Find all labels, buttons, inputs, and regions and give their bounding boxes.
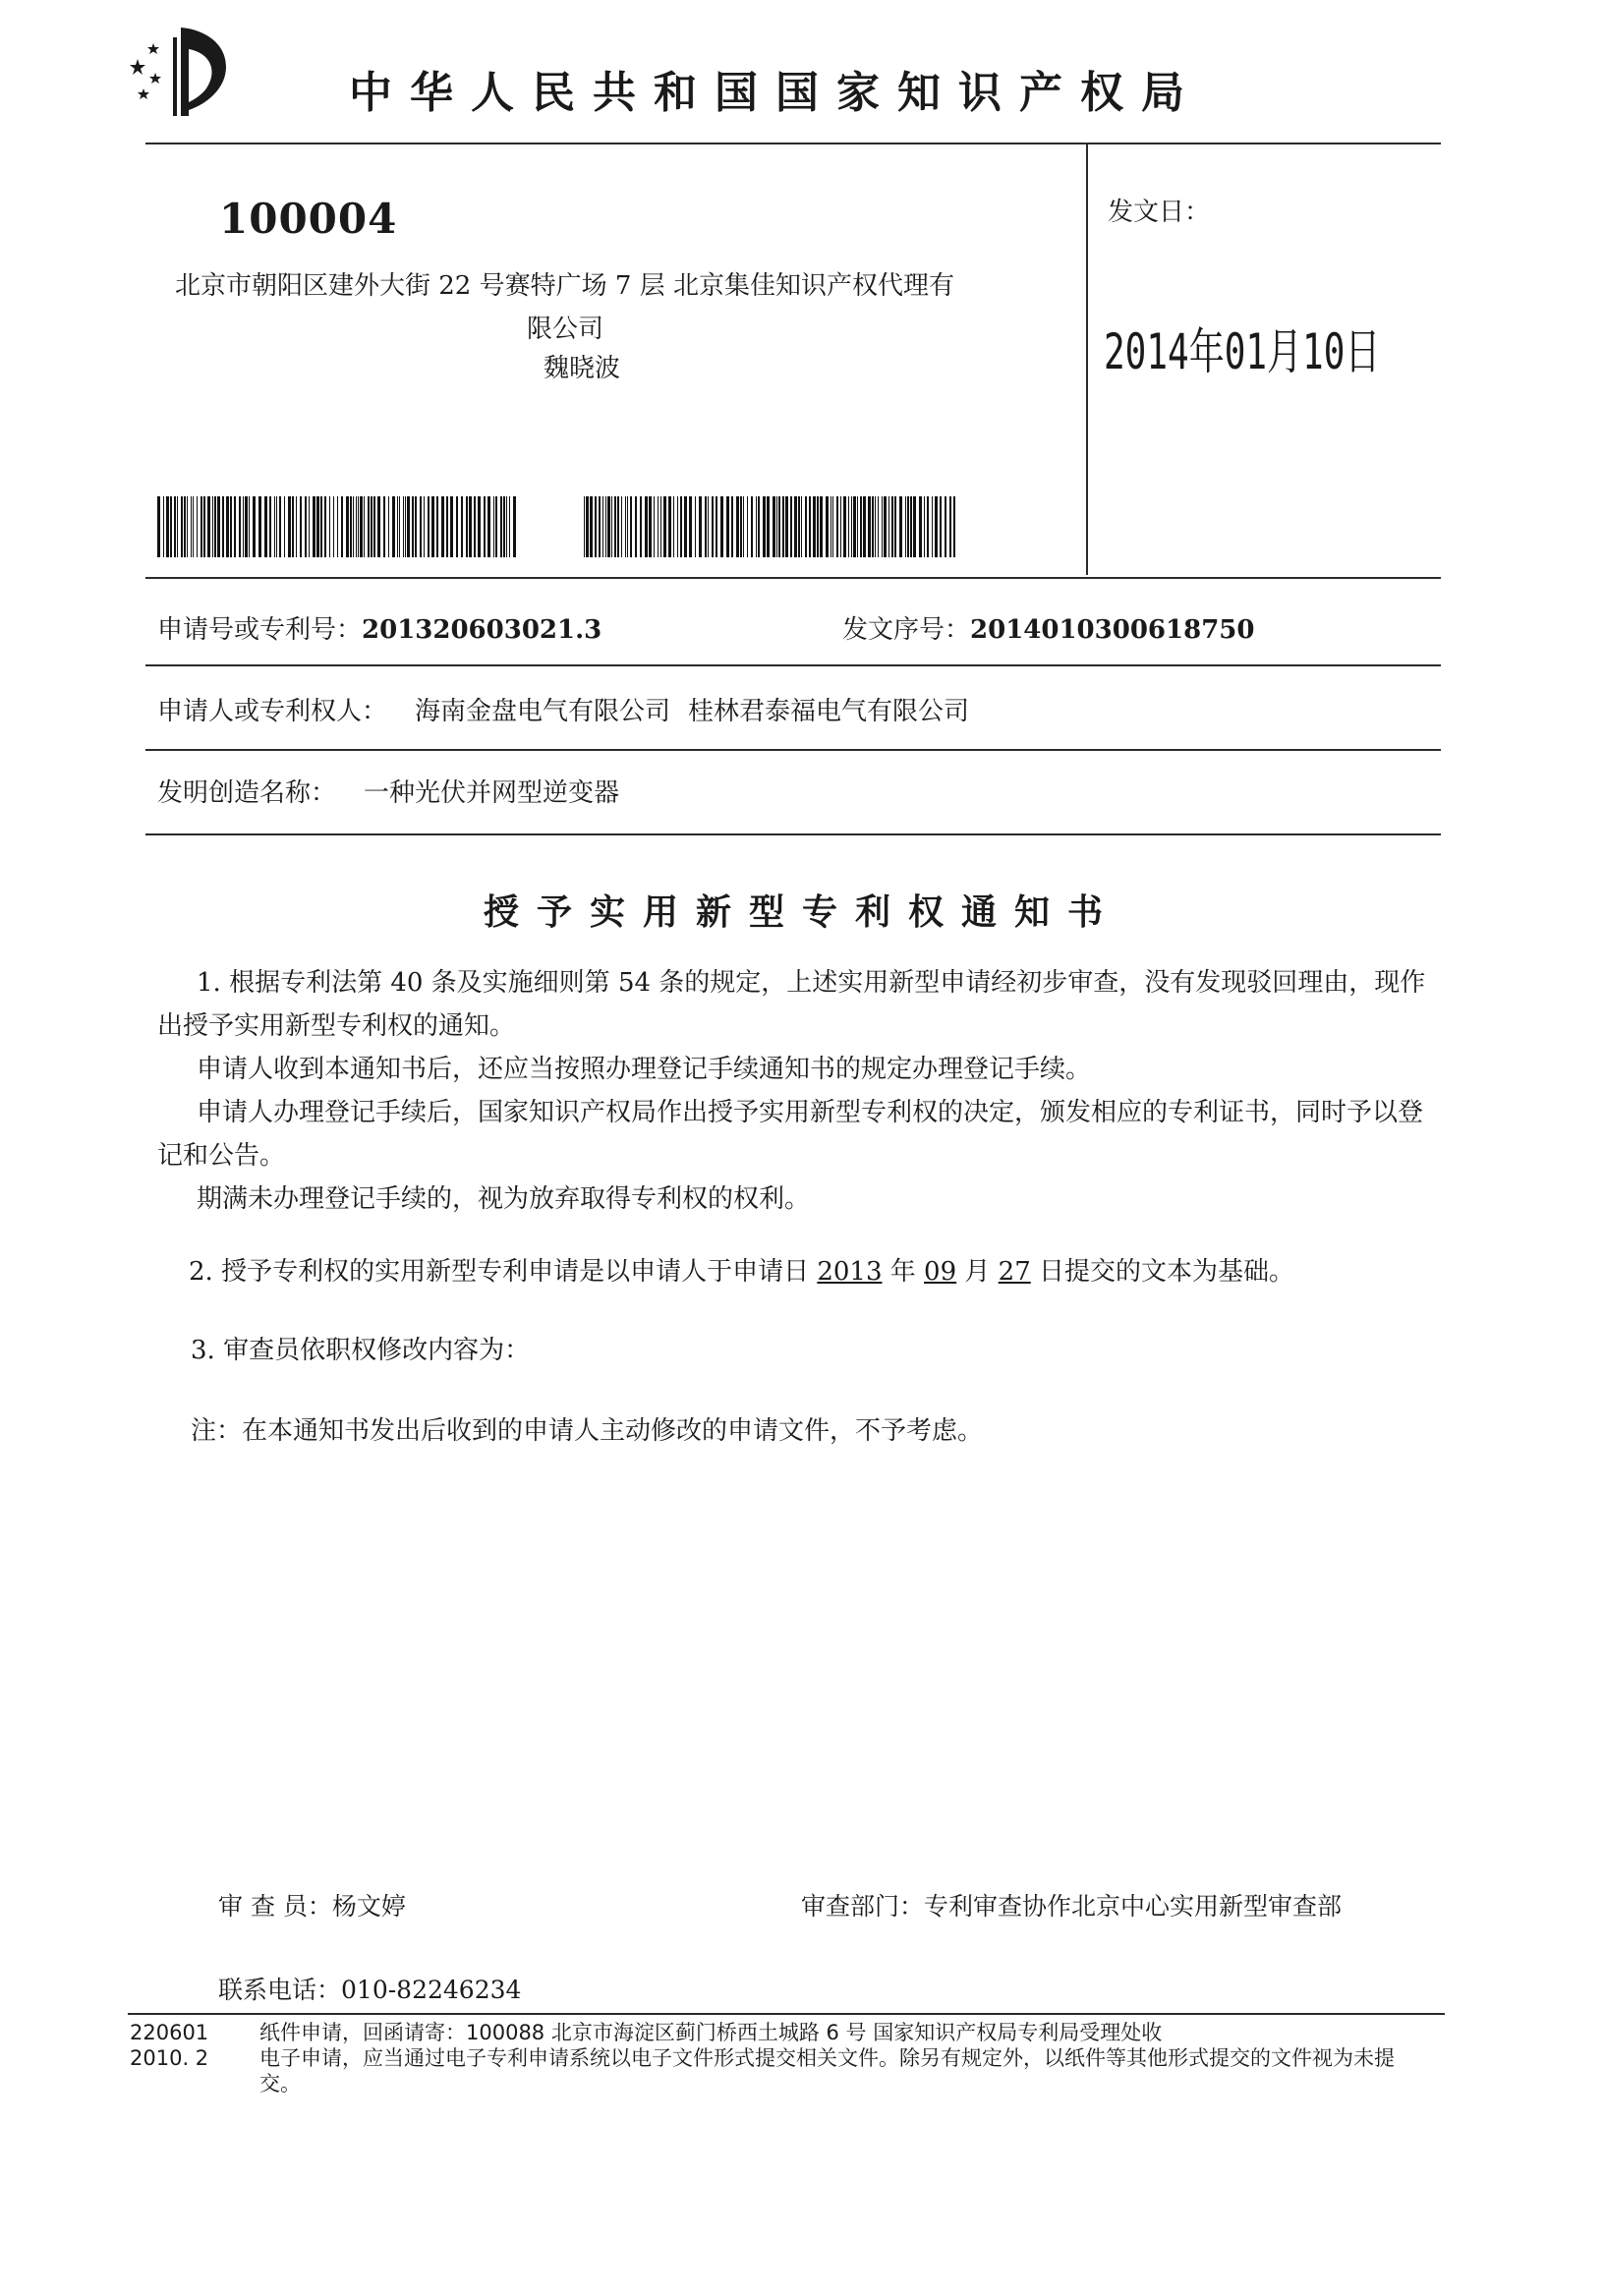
issue-date-stamp: 2014年01月10日 [1104,323,1381,380]
barcode-bar [276,496,277,557]
barcode-bar [953,496,955,557]
barcode-bar [212,496,213,557]
barcode-bar [747,496,748,557]
barcode-bar [684,496,687,557]
barcode-bar [197,496,198,557]
barcode-bar [329,496,330,557]
barcode-bar [778,496,780,557]
recipient-address-line1: 北京市朝阳区建外大街 22 号赛特广场 7 层 北京集佳知识产权代理有 [175,271,954,301]
barcode-bar [431,496,434,557]
barcode-bar [590,496,593,557]
filing-day: 27 [998,1257,1031,1287]
barcode-bar [654,496,655,557]
barcode-bar [407,496,410,557]
barcode-bar [350,496,352,557]
invention-label: 发明创造名称： [157,778,337,808]
notice-note: 注：在本通知书发出后收到的申请人主动修改的申请文件，不予考虑。 [191,1416,984,1446]
barcode-bar [397,496,398,557]
barcode-bar [230,496,232,557]
barcode-bar [785,496,788,557]
barcode-bar [758,496,760,557]
barcode-bar [776,496,777,557]
applicant-field [157,691,969,727]
barcode-bar [798,496,800,557]
barcode-bar [817,496,819,557]
barcode-bar [660,496,661,557]
barcode-bar [320,496,322,557]
barcode-bar [405,496,406,557]
postcode: 100004 [219,195,398,243]
barcode-bar [863,496,866,557]
barcode-bar [790,496,792,557]
barcode-bar [611,496,612,557]
barcode-bar [805,496,807,557]
barcode-bar [163,496,164,557]
barcode-bar [214,496,216,557]
barcode-bar [469,496,472,557]
field-rule-1 [145,664,1441,666]
barcode-bar [509,496,510,557]
barcode-bar [264,496,267,557]
barcode-bar [368,496,370,557]
barcode-bar [191,496,192,557]
barcode-bar [193,496,194,557]
barcode-bar [905,496,906,557]
barcode-bar [708,496,709,557]
applicant-label: 申请人或专利权人： [157,697,388,726]
barcode [157,496,516,557]
footer-rule [128,2013,1445,2015]
barcode-bar [403,496,404,557]
barcode-bar [450,496,453,557]
address-block-rule [145,577,1441,579]
barcode-bar [487,496,490,557]
barcode-bar [949,496,951,557]
barcode-bar [884,496,887,557]
mailing-instruction: 纸件申请，回函请寄：100088 北京市海淀区蓟门桥西土城路 6 号 国家知识产权局专利局受理处收 [259,2021,1163,2044]
barcode-bar [605,496,606,557]
barcode-bar [353,496,354,557]
barcode-bar [726,496,729,557]
barcode-bar [493,496,494,557]
barcode-bar [809,496,811,557]
barcode-bar [910,496,912,557]
barcode-bar [305,496,307,557]
notice-paragraph-1: 1. 根据专利法第 40 条及实施细则第 54 条的规定，上述实用新型申请经初步审查，没有发现驳回理由，现作出授予实用新型专利权的通知。 [157,968,1426,1041]
barcode-bar [313,496,315,557]
barcode-bar [907,496,909,557]
barcode-bar [428,496,430,557]
barcode-bar [466,496,468,557]
notice-title: 授予实用新型专利权通知书 [483,892,1120,933]
barcode-bar [848,496,849,557]
barcode-bar [269,496,271,557]
barcode-bar [200,496,202,557]
barcode-bar [217,496,220,557]
barcode-bar [595,496,597,557]
barcode-bar [614,496,616,557]
filing-date-prefix: 2. 授予专利权的实用新型专利申请是以申请人于申请日 [189,1257,818,1287]
barcode-bar [621,496,622,557]
barcode-bar [253,496,256,557]
applicant-name: 桂林君泰福电气有限公司 [688,697,970,726]
barcode-bar [826,496,829,557]
applicant-name: 海南金盘电气有限公司 [415,697,671,726]
barcode-bar [478,496,481,557]
barcode-bar [356,496,357,557]
barcode-bar [602,496,603,557]
barcode-bar [851,496,852,557]
barcode-bar [843,496,846,557]
month-unit: 月 [956,1257,999,1287]
barcode-bar [279,496,281,557]
barcode-bar [891,496,893,557]
barcode [584,496,955,557]
barcode-bar [341,496,343,557]
barcode-bar [506,496,507,557]
barcode-bar [913,496,916,557]
barcode-bar [899,496,902,557]
barcode-bar [484,496,486,557]
barcode-bar [932,496,933,557]
serial-number-field [842,609,1254,646]
examiner-name: 杨文婷 [331,1892,406,1921]
barcode-bar [446,496,448,557]
year-unit: 年 [882,1257,925,1287]
barcode-bar [157,496,160,557]
barcode-bar [288,496,291,557]
barcode-bar [673,496,674,557]
barcode-bar [245,496,248,557]
filing-month: 09 [924,1257,957,1287]
barcode-bar [813,496,816,557]
barcode-bar [689,496,692,557]
barcode-bar [868,496,871,557]
barcode-bar [617,496,619,557]
barcode-bar [680,496,682,557]
barcode-bar [872,496,874,557]
barcode-bar [935,496,938,557]
barcode-bar [371,496,372,557]
barcode-bar [875,496,876,557]
barcode-bar [441,496,444,557]
barcode-bar [607,496,610,557]
barcode-bar [360,496,363,557]
barcode-bar [239,496,241,557]
barcode-bar [860,496,862,557]
barcode-bar [945,496,946,557]
barcode-bar [894,496,896,557]
barcode-bar [388,496,389,557]
barcode-bar [695,496,696,557]
department-name: 专利审查协作北京中心实用新型审查部 [924,1892,1343,1921]
barcode-bar [924,496,925,557]
barcode-bar [249,496,250,557]
notice-paragraph-3: 申请人办理登记手续后，国家知识产权局作出授予实用新型专利权的决定，颁发相应的专利证书，同时予以登记和公告。 [157,1098,1424,1171]
barcode-bar [927,496,929,557]
issue-date-label: 发文日： [1108,198,1211,227]
barcode-bar [166,496,169,557]
barcode-bar [756,496,757,557]
barcode-bar [584,496,585,557]
barcode-bar [699,496,702,557]
barcode-bar [284,496,285,557]
barcode-bar [782,496,784,557]
barcode-bar [383,496,385,557]
barcode-bar [456,496,458,557]
notice-paragraph-6: 3. 审查员依职权修改内容为： [191,1336,531,1365]
barcode-bar [184,496,186,557]
barcode-bar [635,496,637,557]
barcode-bar [358,496,359,557]
barcode-bar [888,496,889,557]
header-rule [145,143,1441,144]
barcode-bar [630,496,632,557]
organization-name: 中华人民共和国国家知识产权局 [349,68,1202,118]
barcode-bar [853,496,856,557]
barcode-bar [174,496,176,557]
barcode-bar [767,496,770,557]
barcode-bar [503,496,505,557]
serial-number: 2014010300618750 [970,615,1255,645]
form-code: 220601 [130,2021,209,2044]
barcode-bar [801,496,802,557]
barcode-bar [627,496,628,557]
notice-paragraph-5 [189,1250,1466,1293]
barcode-bar [203,496,205,557]
barcode-bar [919,496,922,557]
barcode-bar [882,496,883,557]
barcode-bar [495,496,497,557]
application-number-label: 申请号或专利号： [157,615,363,645]
electronic-filing-instruction: 电子申请，应当通过电子专利申请系统以电子文件形式提交相关文件。除另有规定外，以纸件等其他形式提交的文件视为未提交。 [259,2046,1395,2095]
barcode-bar [878,496,879,557]
barcode-bar [392,496,395,557]
barcode-bar [820,496,823,557]
barcode-bar [832,496,833,557]
barcode-bar [751,496,753,557]
barcode-bar [663,496,666,557]
barcode-bar [274,496,275,557]
date-box-divider [1086,144,1088,575]
filing-year: 2013 [817,1257,883,1287]
sipo-logo-icon [124,20,244,128]
barcode-bar [668,496,671,557]
barcode-bar [720,496,723,557]
barcode-bar [436,496,438,557]
barcode-bar [705,496,707,557]
barcode-bar [743,496,744,557]
barcode-bar [736,496,739,557]
barcode-bar [346,496,349,557]
field-rule-2 [145,749,1441,751]
field-rule-3 [145,833,1441,835]
filing-date-suffix: 日提交的文本为基础。 [1030,1257,1295,1287]
barcode-bar [309,496,310,557]
department-field [801,1887,1342,1923]
examiner-field [218,1887,406,1923]
barcode-bar [373,496,375,557]
barcode-bar [731,496,733,557]
barcode-bar [712,496,714,557]
barcode-bar [187,496,188,557]
recipient-name: 魏晓波 [544,354,621,383]
form-date: 2010. 2 [130,2046,209,2070]
barcode-bar [640,496,642,557]
barcode-bar [424,496,425,557]
barcode-bar [420,496,422,557]
barcode-bar [740,496,742,557]
barcode-bar [415,496,417,557]
serial-number-label: 发文序号： [842,615,971,645]
phone-number: 010-82246234 [341,1976,522,2004]
barcode-bar [258,496,261,557]
barcode-bar [599,496,601,557]
barcode-bar [170,496,172,557]
barcode-bar [836,496,838,557]
barcode-bar [292,496,294,557]
barcode-bar [296,496,297,557]
barcode-bar [333,496,334,557]
application-number-field [157,609,602,646]
department-label: 审查部门： [801,1892,925,1921]
examiner-label: 审 查 员： [218,1892,332,1921]
barcode-bar [658,496,659,557]
barcode-bar [234,496,236,557]
barcode-bar [243,496,244,557]
recipient-address-line2: 限公司 [527,315,604,344]
barcode-bar [500,496,502,557]
barcode-bar [222,496,224,557]
barcode-bar [316,496,319,557]
barcode-bar [399,496,400,557]
barcode-bar [513,496,516,557]
application-number: 201320603021.3 [362,615,602,645]
barcode-bar [474,496,476,557]
barcode-bar [377,496,380,557]
barcode-bar [364,496,365,557]
barcode-bar [337,496,338,557]
barcode-bar [207,496,210,557]
barcode-bar [716,496,717,557]
barcode-bar [649,496,652,557]
barcode-bar [940,496,942,557]
barcode-bar [773,496,775,557]
notice-paragraph-4: 期满未办理登记手续的，视为放弃取得专利权的权利。 [197,1184,811,1214]
barcode-bar [857,496,858,557]
barcode-bar [763,496,766,557]
barcode-bar [177,496,178,557]
barcode-bar [840,496,841,557]
barcode-bar [300,496,302,557]
notice-paragraph-2: 申请人收到本通知书后，还应当按照办理登记手续通知书的规定办理登记手续。 [197,1055,1092,1084]
phone-field [218,1971,521,2006]
barcode-bar [461,496,463,557]
barcode-bar [625,496,626,557]
invention-field [157,773,619,809]
barcode-bar [226,496,229,557]
barcode-bar [181,496,183,557]
barcode-bar [645,496,648,557]
barcode-bar [412,496,414,557]
barcode-bar [586,496,589,557]
barcode-bar [677,496,678,557]
invention-name: 一种光伏并网型逆变器 [364,778,620,808]
barcode-bar [794,496,797,557]
phone-label: 联系电话： [218,1976,342,2004]
barcode-bar [324,496,326,557]
